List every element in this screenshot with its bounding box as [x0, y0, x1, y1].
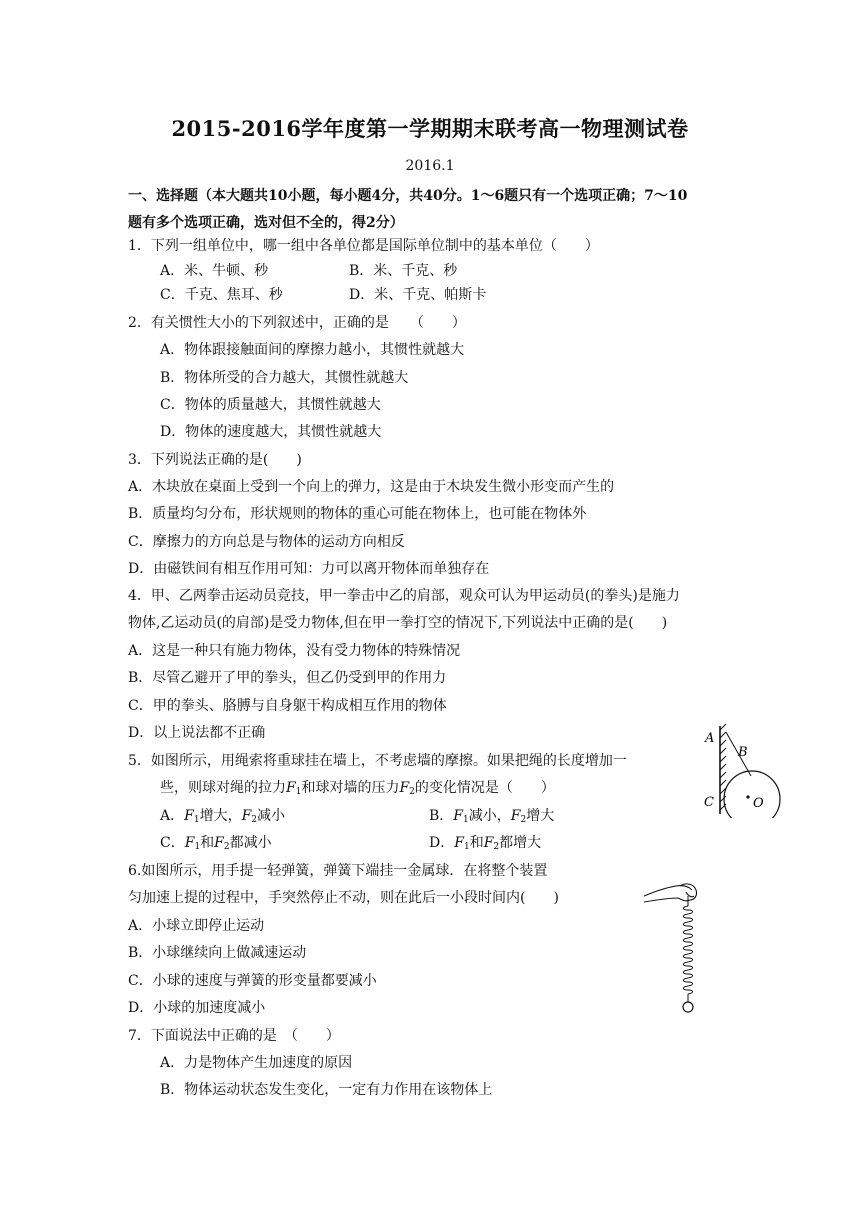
- q4-option-c: C．甲的拳头、胳膊与自身躯干构成相互作用的物体: [128, 698, 447, 714]
- q5-stem-part-a: 些，则球对绳的拉力: [160, 780, 286, 796]
- f1-subscript: 1: [194, 842, 201, 852]
- exam-date: 2016.1: [405, 158, 455, 174]
- q5-stem-line2: [160, 778, 555, 802]
- q5-option-b: [429, 806, 554, 830]
- ball-center-dot: [746, 795, 749, 798]
- q4-option-b: B．尽管乙避开了甲的拳头，但乙仍受到甲的作用力: [128, 670, 447, 686]
- spring-coil: [684, 906, 693, 994]
- option-letter: C．: [160, 835, 185, 851]
- metal-ball: [683, 1002, 693, 1012]
- f1-symbol: F: [454, 835, 464, 851]
- f1-subscript: 1: [463, 815, 469, 825]
- option-text: 增大，: [199, 808, 242, 824]
- option-letter: A．: [160, 808, 185, 824]
- q6-option-b: B．小球继续向上做减速运动: [128, 945, 307, 961]
- wall-hatching: [720, 724, 726, 810]
- f2-subscript: 2: [251, 815, 258, 825]
- q2-stem: 2．有关惯性大小的下列叙述中，正确的是 （ ）: [128, 315, 466, 331]
- q3-option-d: D．由磁铁间有相互作用可知：力可以离开物体而单独存在: [128, 561, 490, 577]
- f2-subscript: 2: [493, 842, 500, 852]
- option-text: 减小，: [468, 808, 511, 824]
- wall-ball-figure: [700, 722, 790, 818]
- f2-symbol: F: [510, 808, 521, 824]
- q1-option-c: C．千克、焦耳、秒: [160, 287, 283, 303]
- q6-option-a: A．小球立即停止运动: [128, 918, 265, 934]
- ball-circle: [724, 771, 780, 818]
- page-title: 2015-2016学年度第一学期期末联考高一物理测试卷: [171, 116, 689, 141]
- section-heading-line2: 题有多个选项正确，选对但不全的，得2分）: [128, 215, 404, 231]
- q1-option-b: B．米、千克、秒: [349, 263, 458, 279]
- q3-stem: 3．下列说法正确的是( ): [128, 452, 302, 468]
- option-text: 和: [200, 835, 215, 851]
- f2-subscript: 2: [409, 787, 415, 797]
- q1-stem: 1．下列一组单位中，哪一组中各单位都是国际单位制中的基本单位（ ）: [128, 238, 599, 254]
- q4-option-a: A．这是一种只有施力物体，没有受力物体的特殊情况: [128, 643, 461, 659]
- f1-subscript: 1: [193, 815, 200, 825]
- hand-spring-figure: [642, 876, 714, 1016]
- option-text: 增大: [526, 808, 555, 824]
- label-o: O: [753, 796, 764, 811]
- q2-option-d: D．物体的速度越大，其惯性就越大: [160, 424, 382, 440]
- q4-stem-line2: 物体,乙运动员(的肩部)是受力物体,但在甲一拳打空的情况下,下列说法中正确的是( ): [128, 615, 668, 631]
- option-text: 都增大: [499, 835, 542, 851]
- f2-symbol: F: [214, 835, 224, 851]
- section-heading-line1: 一、选择题（本大题共10小题，每小题4分，共40分。1～6题只有一个选项正确；7～10: [128, 188, 688, 204]
- q6-stem-line1: 6.如图所示，用手提一轻弹簧，弹簧下端挂一金属球．在将整个装置: [128, 863, 548, 879]
- label-a: A: [705, 731, 715, 746]
- f1-symbol: F: [286, 780, 296, 796]
- hand-icon: [644, 884, 697, 902]
- q5-stem-line1: 5．如图所示，用绳索将重球挂在墙上，不考虑墙的摩擦。如果把绳的长度增加一: [128, 753, 627, 769]
- q2-option-b: B．物体所受的合力越大，其惯性就越大: [160, 370, 409, 386]
- f1-symbol: F: [184, 835, 195, 851]
- q7-option-a: A．力是物体产生加速度的原因: [160, 1055, 353, 1071]
- f2-subscript: 2: [223, 842, 230, 852]
- f1-subscript: 1: [463, 842, 470, 852]
- f1-symbol: F: [453, 808, 464, 824]
- label-b: B: [738, 745, 748, 760]
- q5-stem-part-b: 和球对墙的压力: [301, 780, 400, 796]
- option-letter: B．: [429, 808, 454, 824]
- q1-option-a: A．米、牛顿、秒: [160, 263, 269, 279]
- f1-symbol: F: [184, 808, 194, 824]
- q3-option-a: A．木块放在桌面上受到一个向上的弹力，这是由于木块发生微小形变而产生的: [128, 479, 615, 495]
- q6-option-c: C．小球的速度与弹簧的形变量都要减小: [128, 973, 377, 989]
- f2-symbol: F: [483, 835, 494, 851]
- q3-option-c: C．摩擦力的方向总是与物体的运动方向相反: [128, 534, 405, 550]
- q6-stem-line2: 匀加速上提的过程中，手突然停止不动，则在此后一小段时间内( ): [128, 890, 559, 906]
- q1-option-d: D．米、千克、帕斯卡: [349, 287, 487, 303]
- option-text: 和: [469, 835, 484, 851]
- f1-subscript: 1: [295, 787, 302, 797]
- option-text: 减小: [257, 808, 286, 824]
- q5-option-a: [160, 806, 285, 830]
- q4-stem-line1: 4．甲、乙两拳击运动员竞技，甲一拳击中乙的肩部，观众可认为甲运动员(的拳头)是施力: [128, 588, 680, 604]
- q5-option-d: [429, 833, 541, 857]
- q5-stem-part-c: 的变化情况是（ ）: [414, 780, 555, 796]
- q7-option-b: B．物体运动状态发生变化，一定有力作用在该物体上: [160, 1082, 493, 1098]
- f2-symbol: F: [399, 780, 410, 796]
- q3-option-b: B．质量均匀分布，形状规则的物体的重心可能在物体上，也可能在物体外: [128, 506, 587, 522]
- option-letter: D．: [429, 835, 455, 851]
- option-text: 都减小: [229, 835, 272, 851]
- label-c: C: [704, 795, 714, 810]
- q2-option-a: A．物体跟接触面间的摩擦力越小，其惯性就越大: [160, 342, 465, 358]
- f2-symbol: F: [241, 808, 252, 824]
- q4-option-d: D．以上说法都不正确: [128, 725, 266, 741]
- q7-stem: 7．下面说法中正确的是 （ ）: [128, 1028, 340, 1044]
- q6-option-d: D．小球的加速度减小: [128, 1000, 266, 1016]
- q5-option-c: [160, 833, 272, 857]
- q2-option-c: C．物体的质量越大，其惯性就越大: [160, 397, 381, 413]
- f2-subscript: 2: [520, 815, 527, 825]
